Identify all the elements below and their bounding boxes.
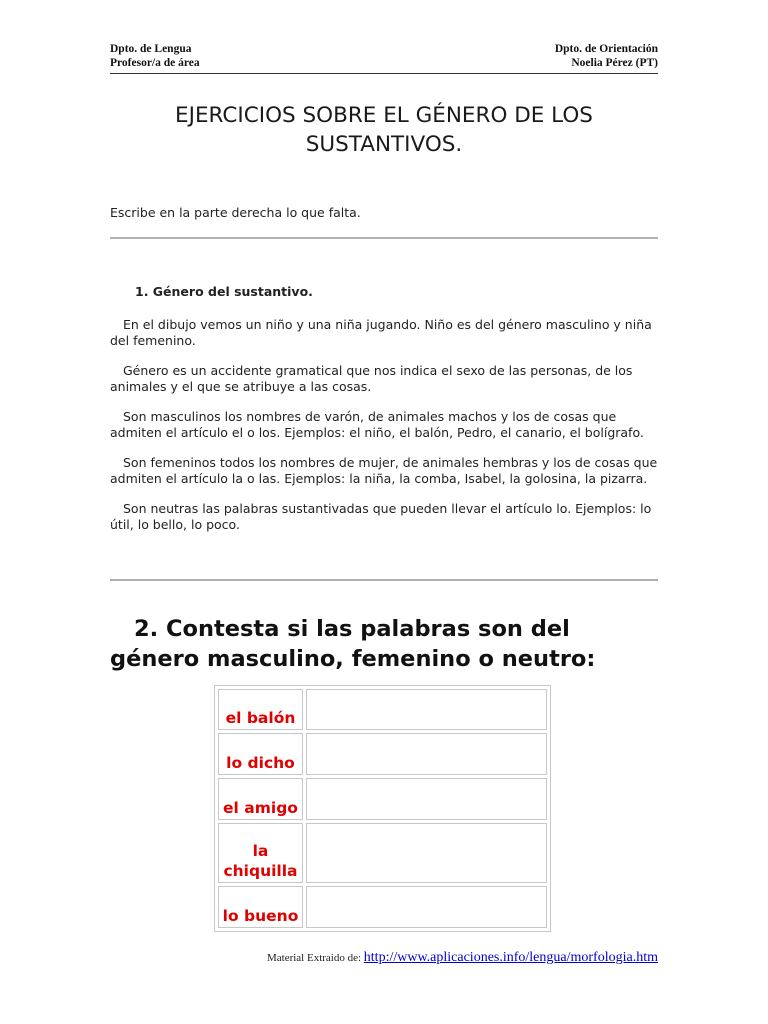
section1-title: 1. Género del sustantivo. xyxy=(135,284,313,299)
word-cell: el balón xyxy=(218,689,303,730)
header-right xyxy=(555,42,658,70)
header-department: Dpto. de Lengua xyxy=(110,43,192,55)
paragraph: Son neutras las palabras sustantivadas que pueden llevar el artículo lo. Ejemplos: lo útil, lo bello, lo poco. xyxy=(110,501,652,532)
paragraph: Son femeninos todos los nombres de mujer, de animales hembras y los de cosas que admiten el artículo la o las. Ejemplos: la niña, la comba, Isabel, la golosina, la pizarra. xyxy=(110,455,658,486)
paragraph: En el dibujo vemos un niño y una niña jugando. Niño es del género masculino y niña del femenino. xyxy=(110,317,652,348)
header-divider xyxy=(110,73,658,74)
table-row xyxy=(218,886,547,928)
header-orientation-dept: Dpto. de Orientación xyxy=(554,43,658,55)
section2-title-line-1: 2. Contesta si las palabras son del xyxy=(134,616,570,642)
section-divider-bottom xyxy=(110,579,658,581)
table-row xyxy=(218,689,547,730)
word-cell: lo bueno xyxy=(218,886,303,928)
word-cell: lo dicho xyxy=(218,733,303,775)
table-row xyxy=(218,823,547,883)
header-teacher-role: Profesor/a de área xyxy=(110,57,200,69)
section2-title xyxy=(110,614,670,674)
table-row xyxy=(218,778,547,820)
section1-paragraphs xyxy=(110,317,660,547)
word-cell: la chiquilla xyxy=(218,823,303,883)
word-cell: el amigo xyxy=(218,778,303,820)
header-left xyxy=(110,42,200,70)
answer-cell[interactable] xyxy=(306,886,547,928)
paragraph: Son masculinos los nombres de varón, de animales machos y los de cosas que admiten el artículo el o los. Ejemplos: el niño, el balón, Pedro, el canario, el bolígrafo. xyxy=(110,409,644,440)
title-line-2: SUSTANTIVOS. xyxy=(305,132,463,157)
footer-label: Material Extraido de: xyxy=(266,952,362,964)
header-author: Noelia Pérez (PT) xyxy=(571,57,658,69)
answer-cell[interactable] xyxy=(306,689,547,730)
instruction-text: Escribe en la parte derecha lo que falta. xyxy=(110,205,361,220)
answer-cell[interactable] xyxy=(306,778,547,820)
section2-title-line-2: género masculino, femenino o neutro: xyxy=(110,646,596,672)
paragraph: Género es un accidente gramatical que nos indica el sexo de las personas, de los animales y el que se atribuye a las cosas. xyxy=(110,363,633,394)
answer-cell[interactable] xyxy=(306,823,547,883)
answer-cell[interactable] xyxy=(306,733,547,775)
section-divider-top xyxy=(110,237,658,239)
exercise-table xyxy=(214,685,551,932)
page-footer xyxy=(267,950,658,966)
title-line-1: EJERCICIOS SOBRE EL GÉNERO DE LOS xyxy=(175,103,593,128)
page-title xyxy=(110,101,658,159)
source-link[interactable]: http://www.aplicaciones.info/lengua/morfologia.htm xyxy=(363,950,658,965)
table-row xyxy=(218,733,547,775)
